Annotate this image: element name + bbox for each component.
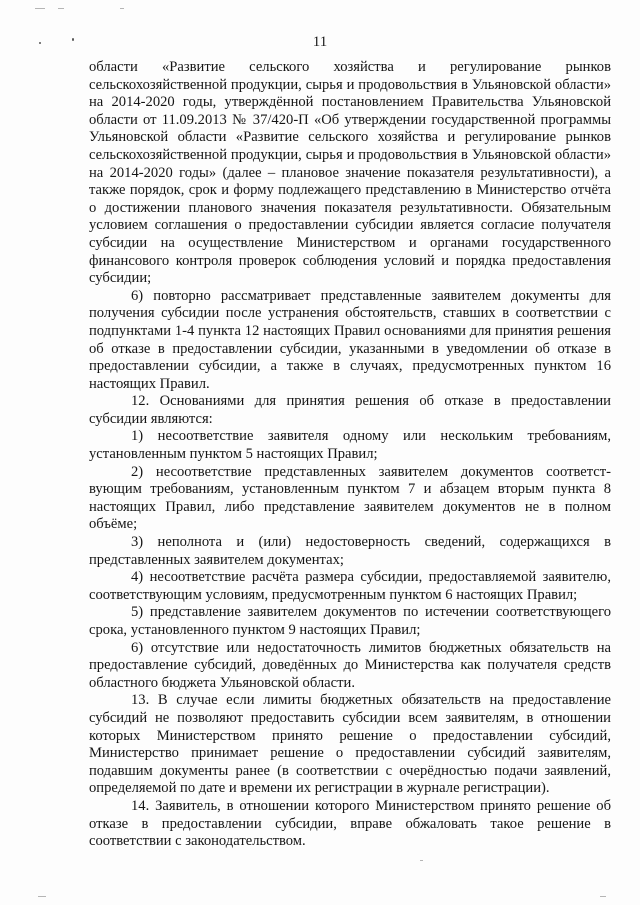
paragraph-item-3: 3) неполнота и (или) недостоверность сведений, содержащихся в представленных заявителем документах;: [89, 534, 611, 568]
paragraph-item-5: 5) представление заявителем документов по истечении соответствующего срока, установленного пунктом 9 настоящих Правил;: [89, 604, 611, 638]
paragraph-section-12: 12. Основаниями для принятия решения об отказе в предоставлении субсидии являются:: [89, 393, 611, 427]
paragraph-item-1: 1) несоответствие заявителя одному или нескольким требованиям, установленным пунктом 5 настоящих Правил;: [89, 428, 611, 463]
paragraph-item-2: 2) несоответствие представленных заявителем документов соответст-вующим требованиям, установленным пунктом 7 и абзацем вторым пункта 8 настоящих Правил, либо представление заявителем документов не в полном объёме;: [89, 463, 611, 533]
scan-mark: [120, 8, 124, 9]
paragraph-continuation: области «Развитие сельского хозяйства и регулирование рынков сельскохозяйственной продукции, сырья и продовольствия в Ульяновской области» на 2014-2020 годы, утверждённой постановлением Правительства Ульяновской области от 11.09.2013 № 37/420-П «Об утверждении государственной программы Ульяновской области «Развитие сельского хозяйства и регулирование рынков сельскохозяйственной продукции, сырья и продовольствия в Ульяновской области» на 2014-2020 годы» (далее – плановое значение показателя результативности), а также порядок, срок и форму подлежащего представлению в Министерство отчёта о достижении планового значения показателя результативности. Обязательным условием соглашения о предоставлении субсидии является согласие получателя субсидии на осуществление Министерством и органами государственного финансового контроля проверок соблюдения условий и порядка предоставления субсидии;: [89, 59, 611, 287]
paragraph-section-13: 13. В случае если лимиты бюджетных обязательств на предоставление субсидий не позволяют предоставить субсидии всем заявителям, в отношении которых Министерством принято решение о предоставлении субсидий, Министерство принимает решение о предоставлении субсидий заявителям, подавшим документы ранее (в соответствии с очерёдностью подачи заявлений, определяемой по дате и времени их регистрации в журнале регистрации).: [89, 692, 611, 797]
scan-mark: [38, 896, 46, 897]
page-number: 11: [312, 34, 328, 50]
body-text: [89, 59, 611, 851]
scan-mark: [600, 896, 606, 897]
paragraph-item-6: 6) повторно рассматривает представленные заявителем документы для получения субсидии после устранения обстоятельств, ставших в соответствии с подпунктами 1-4 пункта 12 настоящих Правил основаниями для принятия решения об отказе в предоставлении субсидии, указанными в уведомлении об отказе в предоставлении субсидии, а также в случаях, предусмотренных пунктом 16 настоящих Правил.: [89, 287, 611, 392]
paragraph-section-14: 14. Заявитель, в отношении которого Министерством принято решение об отказе в предоставлении субсидии, вправе обжаловать такое решение в соответствии с законодательством.: [89, 797, 611, 850]
paragraph-item-4: 4) несоответствие расчёта размера субсидии, предоставляемой заявителю, соответствующим условиям, предусмотренным пунктом 6 настоящих Правил;: [89, 569, 611, 603]
scan-mark: [58, 8, 64, 9]
paragraph-item-6b: 6) отсутствие или недостаточность лимитов бюджетных обязательств на предоставление субсидий, доведённых до Министерства как получателя средств областного бюджета Ульяновской области.: [89, 639, 611, 691]
scan-mark: [35, 8, 45, 9]
scan-mark: [420, 860, 423, 861]
